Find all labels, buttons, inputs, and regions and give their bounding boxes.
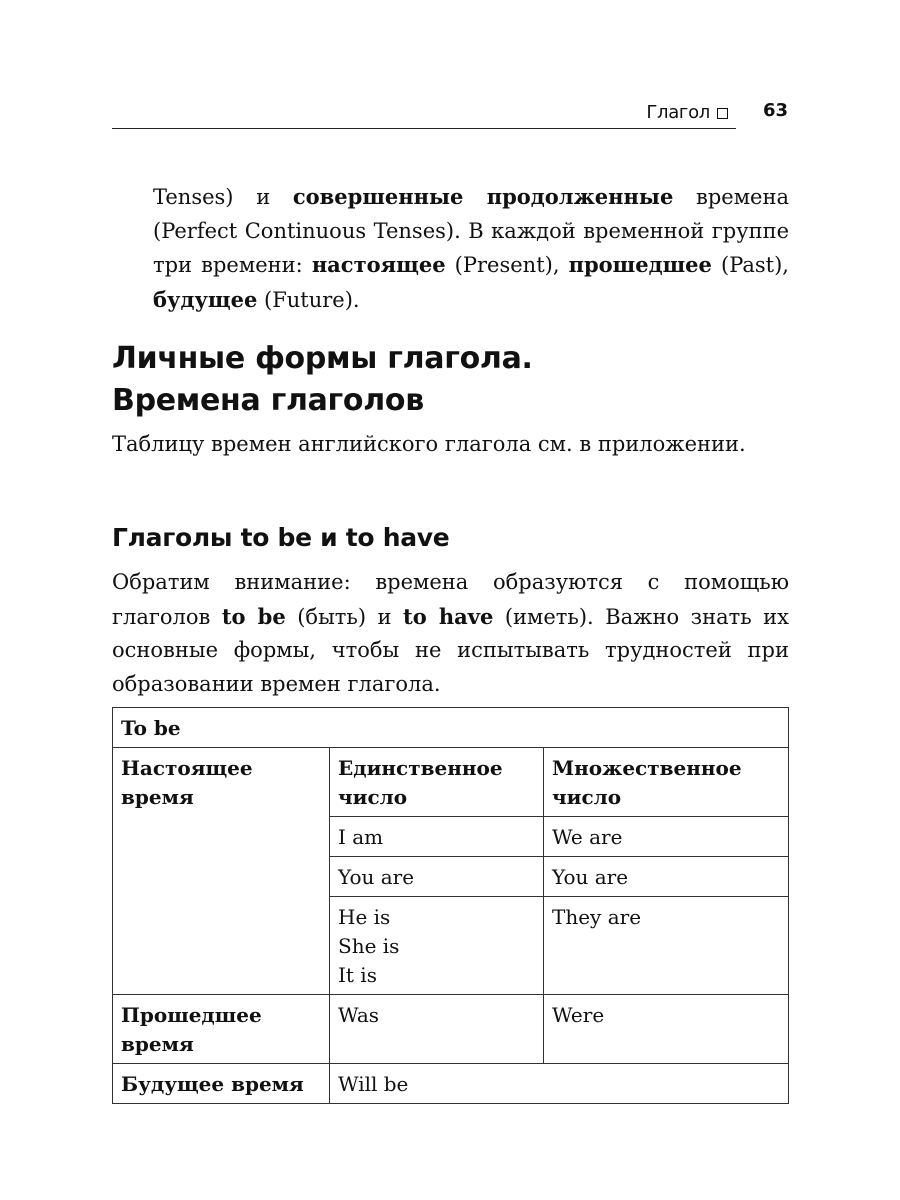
intro-text: Tenses) и bbox=[153, 185, 293, 209]
section-title: Глагол bbox=[646, 102, 710, 123]
past-tense-label bbox=[113, 995, 330, 1064]
singular-column-header bbox=[330, 748, 544, 817]
paragraph-text: Обратим внимание: времена образуются с помощью глаголов bbox=[112, 570, 789, 629]
header-line: Множественное bbox=[552, 756, 742, 780]
cell-line: He is bbox=[338, 905, 391, 929]
table-header-row bbox=[113, 748, 789, 817]
table-title: To be bbox=[113, 708, 789, 748]
header-line: число bbox=[552, 785, 622, 809]
table-cell: We are bbox=[544, 817, 789, 857]
label-line: Настоящее bbox=[121, 756, 253, 780]
header-line: число bbox=[338, 785, 408, 809]
intro-term-perfect-continuous: совершенные продолженные bbox=[292, 184, 674, 209]
intro-text: времена (Perfect Continuous Tenses). В каждой временной группе три времени: bbox=[153, 185, 789, 277]
label-line: время bbox=[121, 1032, 194, 1056]
intro-text: (Past), bbox=[711, 253, 789, 277]
table-cell bbox=[330, 897, 544, 995]
header-divider bbox=[112, 128, 736, 129]
label-line: время bbox=[121, 785, 194, 809]
table-cell: You are bbox=[330, 857, 544, 897]
paragraph-text: (иметь). Важно знать их основные формы, чтобы не испытывать трудностей при образовании времен глагола. bbox=[112, 604, 790, 696]
section-heading-line: Времена глаголов bbox=[112, 383, 424, 418]
subsection-heading: Глаголы to be и to have bbox=[112, 523, 450, 552]
page-number: 63 bbox=[762, 100, 788, 121]
table-cell: Were bbox=[544, 995, 789, 1064]
cell-line: It is bbox=[338, 963, 377, 987]
present-tense-label bbox=[113, 748, 330, 995]
to-be-table bbox=[112, 707, 789, 1104]
appendix-note: Таблицу времен английского глагола см. в приложении. bbox=[112, 432, 746, 456]
table-row-future bbox=[113, 1064, 789, 1104]
header-line: Единственное bbox=[338, 756, 503, 780]
table-cell: Will be bbox=[330, 1064, 789, 1104]
intro-paragraph bbox=[153, 180, 789, 317]
term-to-be: to be bbox=[221, 603, 286, 629]
table-cell: I am bbox=[330, 817, 544, 857]
intro-text: (Present), bbox=[445, 253, 569, 277]
intro-text: (Future). bbox=[257, 287, 360, 312]
future-tense-label: Будущее время bbox=[113, 1064, 330, 1104]
intro-term-present: настоящее bbox=[311, 252, 446, 277]
intro-term-future: будущее bbox=[153, 286, 258, 312]
table-title-row bbox=[113, 708, 789, 748]
term-to-have: to have bbox=[403, 603, 494, 629]
section-heading-line: Личные формы глагола. bbox=[112, 341, 533, 376]
paragraph-text: (быть) и bbox=[285, 604, 404, 629]
table-cell: You are bbox=[544, 857, 789, 897]
plural-column-header bbox=[544, 748, 789, 817]
cell-line: She is bbox=[338, 934, 400, 958]
table-cell: They are bbox=[544, 897, 789, 995]
intro-term-past: прошедшее bbox=[568, 252, 712, 277]
label-line: Прошедшее bbox=[121, 1003, 262, 1027]
section-heading bbox=[112, 338, 533, 422]
square-bullet-icon bbox=[717, 108, 728, 119]
forms-paragraph bbox=[112, 566, 789, 701]
table-row-past bbox=[113, 995, 789, 1064]
table-cell: Was bbox=[330, 995, 544, 1064]
running-header bbox=[112, 96, 788, 130]
